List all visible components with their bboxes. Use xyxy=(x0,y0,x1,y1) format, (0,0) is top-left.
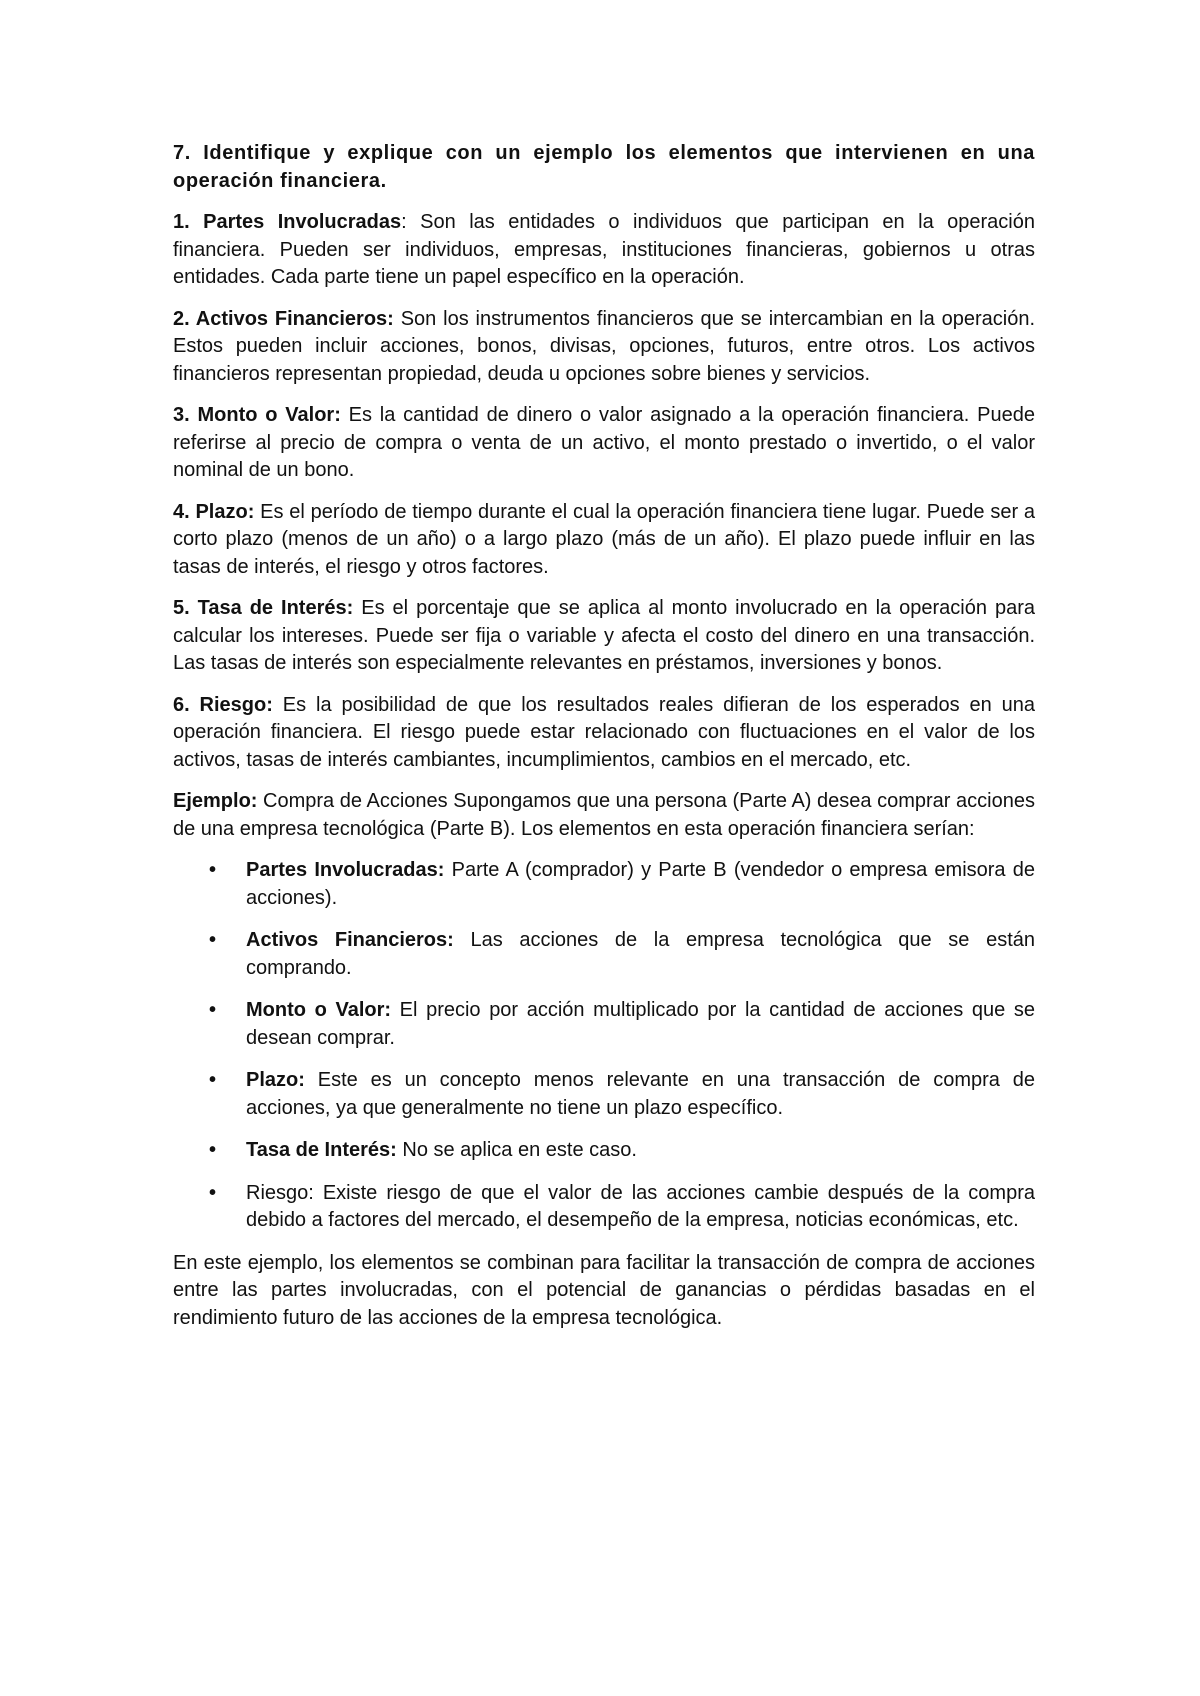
question-heading: 7. Identifique y explique con un ejemplo los elementos que intervienen en una operación financiera. xyxy=(173,142,1035,192)
bullet-icon: • xyxy=(209,1181,217,1204)
element-paragraph-interest-rate xyxy=(173,595,1035,678)
bullet-item-term xyxy=(173,1067,1035,1122)
element-paragraph-risk xyxy=(173,692,1035,775)
element-term: 3. Monto o Valor: xyxy=(173,404,341,426)
element-text: Son los instrumentos financieros que se intercambian en la operación. Estos pueden incluir acciones, bonos, divisas, opciones, futuros, entre otros. Los activos financieros representan propiedad, deuda u opciones sobre bienes y servicios. xyxy=(173,307,1035,385)
bullet-icon: • xyxy=(209,1139,217,1161)
element-text: Es el porcentaje que se aplica al monto involucrado en la operación para calcular los intereses. Puede ser fija o variable y afecta el costo del dinero en una transacción. Las tasas de interés son especialmente relevantes en préstamos, inversiones y bonos. xyxy=(173,597,1035,674)
element-paragraph-amount xyxy=(173,402,1035,485)
conclusion-paragraph: En este ejemplo, los elementos se combinan para facilitar la transacción de compra de acciones entre las partes involucradas, con el potencial de ganancias o pérdidas basadas en el rendimiento futuro de las acciones de la empresa tecnológica. xyxy=(173,1251,1035,1329)
element-paragraph-assets xyxy=(173,306,1035,389)
bullet-text: Este es un concepto menos relevante en una transacción de compra de acciones, ya que generalmente no tiene un plazo específico. xyxy=(246,1069,1035,1119)
bullet-text: No se aplica en este caso. xyxy=(396,1139,637,1161)
element-term: 6. Riesgo: xyxy=(173,693,273,716)
bullet-item-interest-rate xyxy=(173,1137,1035,1165)
element-term: 5. Tasa de Interés: xyxy=(173,597,354,619)
bullet-text: Parte A (comprador) y Parte B (vendedor o empresa emisora de acciones). xyxy=(246,859,1036,909)
bullet-icon: • xyxy=(209,929,217,951)
bullet-text: El precio por acción multiplicado por la cantidad de acciones que se desean comprar. xyxy=(246,999,1035,1049)
bullet-item-parties xyxy=(173,857,1035,912)
element-term: 2. Activos Financieros: xyxy=(173,307,394,330)
bullet-term: Partes Involucradas: xyxy=(246,859,445,881)
example-bullet-list xyxy=(173,857,1035,1235)
bullet-term: Activos Financieros: xyxy=(246,929,454,951)
example-term: Ejemplo: xyxy=(173,790,258,812)
element-paragraph-parties xyxy=(173,209,1035,292)
bullet-term: Monto o Valor: xyxy=(246,999,392,1021)
element-term: 1. Partes Involucradas xyxy=(173,211,402,233)
bullet-item-risk xyxy=(173,1180,1035,1235)
element-text: Son las entidades o individuos que participan en la operación financiera. Pueden ser individuos, empresas, instituciones financieras, gobiernos u otras entidades. Cada parte tiene un papel específico en la operación. xyxy=(173,211,1035,288)
element-text: Es el período de tiempo durante el cual la operación financiera tiene lugar. Puede ser a corto plazo (menos de un año) o a largo plazo (más de un año). El plazo puede influir en las tasas de interés, el riesgo y otros factores. xyxy=(173,500,1035,578)
bullet-text: Riesgo: Existe riesgo de que el valor de las acciones cambie después de la compra debido a factores del mercado, el desempeño de la empresa, noticias económicas, etc. xyxy=(246,1181,1035,1231)
bullet-icon: • xyxy=(209,1069,217,1091)
bullet-icon: • xyxy=(209,859,217,881)
bullet-term: Plazo: xyxy=(246,1069,305,1091)
element-term: 4. Plazo: xyxy=(173,500,255,523)
element-text: Es la cantidad de dinero o valor asignado a la operación financiera. Puede referirse al precio de compra o venta de un activo, el monto prestado o invertido, o el valor nominal de un bono. xyxy=(173,404,1035,481)
bullet-item-amount xyxy=(173,997,1035,1052)
document-page xyxy=(173,140,1035,1346)
bullet-item-assets xyxy=(173,927,1035,982)
element-paragraph-term xyxy=(173,499,1035,582)
bullet-term: Tasa de Interés: xyxy=(246,1139,397,1161)
example-paragraph xyxy=(173,788,1035,843)
bullet-icon: • xyxy=(209,999,217,1021)
element-text: Es la posibilidad de que los resultados reales difieran de los esperados en una operación financiera. El riesgo puede estar relacionado con fluctuaciones en el valor de los activos, tasas de interés cambiantes, incumplimientos, cambios en el mercado, etc. xyxy=(173,693,1036,771)
bullet-text: Las acciones de la empresa tecnológica que se están comprando. xyxy=(246,929,1036,979)
element-separator: : xyxy=(401,211,407,233)
example-text: Compra de Acciones Supongamos que una persona (Parte A) desea comprar acciones de una empresa tecnológica (Parte B). Los elementos en esta operación financiera serían: xyxy=(173,790,1035,840)
